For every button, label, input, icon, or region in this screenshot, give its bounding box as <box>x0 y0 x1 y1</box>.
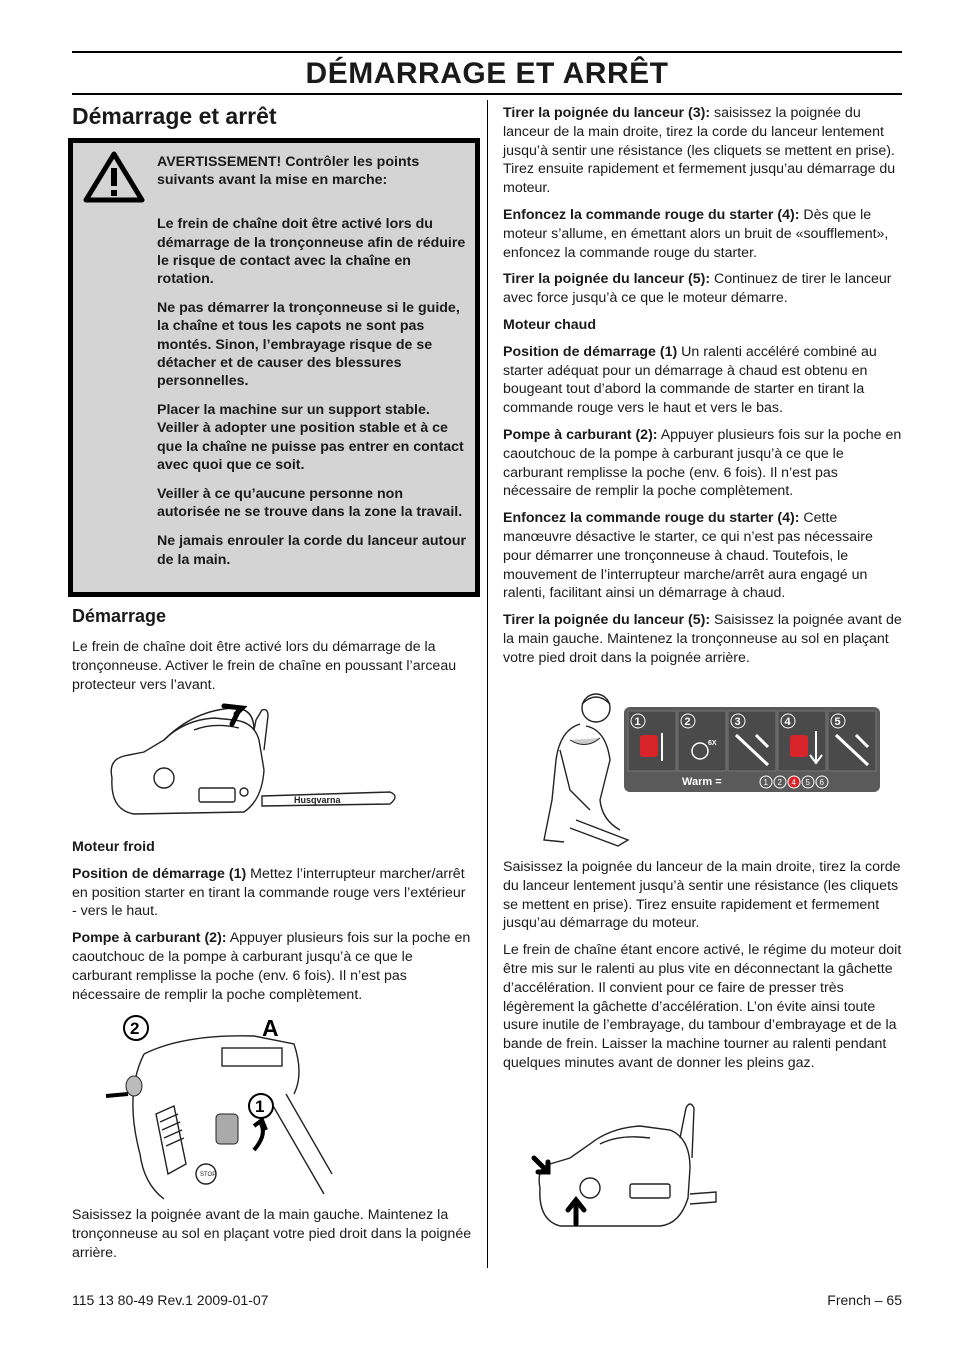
pull-instructions-paragraph: Saisissez la poignée du lanceur de la main droite, tirez la corde du lanceur lentement jusqu’à sentir une résistance (les cliquets se mettent en prise). Tirez ensuite rapidement et fermement jusqu’au démarrage du moteur. <box>503 859 901 932</box>
intro-paragraph: Le frein de chaîne doit être activé lors du démarrage de la tronçonneuse. Activer le frein de chaîne en poussant l’arceau protecteur vers l’avant. <box>72 639 457 693</box>
warning-triangle-icon <box>83 151 145 203</box>
callout-2-label: 2 <box>130 1019 140 1038</box>
up-arrow-icon <box>568 1200 584 1224</box>
choke-red-icon <box>640 735 658 757</box>
choke-push-red-icon <box>790 735 808 757</box>
pull-starter-5: Tirer la poignée du lanceur (5): Continuez de tirer le lanceur avec force jusqu’à ce que le moteur démarre. <box>503 271 892 307</box>
right-lower-text <box>503 858 903 1081</box>
page-title: DÉMARRAGE ET ARRÊT <box>305 57 669 90</box>
stop-label: STOP <box>200 1172 217 1178</box>
warm-start-position: Position de démarrage (1) Un ralenti accéléré combiné au starter adéquat pour un démarrage à chaud est obtenu en bougeant tout d’abord la commande de starter en tirant la commande rouge vers le haut et vers le bas. <box>503 343 877 417</box>
pull-starter-3: Tirer la poignée du lanceur (3): saisissez la poignée du lanceur de la main droite, tirez la corde du lanceur lentement jusqu’à sentir une résistance (les cliquets se mettent en prise). Tirez ensuite rapidement et fermement jusqu’au démarrage du moteur. <box>503 105 896 197</box>
figure-label-a: A <box>262 1015 279 1041</box>
step-5-label: 5 <box>834 716 841 728</box>
warm-seq-2: 2 <box>777 778 782 787</box>
down-arrow-icon <box>534 1158 548 1172</box>
subsection-title: Démarrage <box>72 606 167 626</box>
warm-label: Warm = <box>682 776 722 788</box>
operator-starting-illustration <box>530 690 630 848</box>
warning-item: Ne pas démarrer la tronçonneuse si le guide, la chaîne et tous les capots ne sont pas montés. Sinon, l’embrayage risque de se détacher et de causer des blessures personnelles. <box>157 300 460 390</box>
step-1-label: 1 <box>634 716 641 728</box>
header-rule-top <box>72 51 902 53</box>
choke-knob <box>216 1114 238 1144</box>
document-id: 115 13 80-49 Rev.1 2009-01-07 <box>72 1292 269 1308</box>
warm-pull-starter: Tirer la poignée du lanceur (5): Saisissez la poignée avant de la main gauche. Maintenez la tronçonneuse au sol en plaçant votre pied droit dans la poignée arrière. <box>503 612 902 666</box>
cold-start-position: Position de démarrage (1) Mettez l’interrupteur marcher/arrêt en position starter en tirant la commande rouge vers l’extérieur - vers le haut. <box>72 865 466 920</box>
warning-item: Veiller à ce qu’aucune personne non autorisée ne se trouve dans la zone la travail. <box>157 486 463 521</box>
idle-paragraph: Le frein de chaîne étant encore activé, le régime du moteur doit être mis sur le ralenti au plus vite en déconnectant la gâchette d’accélération. Il convient pour ce faire de presser très légèrement la gâchette d’accélération. L’on évite ainsi toute usure inutile de l’embrayage, du tambour d’embrayage et de la bande de frein. Laisser la machine tourner au ralenti pendant quelques minutes avant de donner les pleins gaz. <box>503 942 902 1071</box>
fuel-pump-bulb <box>126 1076 142 1096</box>
cold-heading: Moteur froid <box>72 839 155 855</box>
step-2-label: 2 <box>684 716 691 728</box>
warm-seq-4: 5 <box>805 778 810 787</box>
starter-controls-illustration <box>104 1014 334 1204</box>
cold-fuel-pump: Pompe à carburant (2): Appuyer plusieurs fois sur la poche en caoutchouc de la pompe à carburant jusqu’à ce que le carburant remplisse la poche (env. 6 fois). Il n’est pas nécessaire de remplir la poche complètement. <box>72 930 471 1003</box>
chainsaw-throttle-illustration <box>530 1098 720 1228</box>
warm-heading: Moteur chaud <box>503 316 597 333</box>
press-choke-4: Enfoncez la commande rouge du starter (4): Dès que le moteur s’allume, en émettant alors un bruit de «soufflement», enfoncez la commande rouge du starter. <box>503 206 889 261</box>
callout-1-label: 1 <box>255 1097 265 1116</box>
warm-fuel-pump: Pompe à carburant (2): Appuyer plusieurs fois sur la poche en caoutchouc de la pompe à carburant jusqu’à ce que le carburant remplisse la poche (env. 6 fois). Il n’est pas nécessaire de remplir la poche complètement. <box>503 426 902 500</box>
warning-text <box>157 153 467 580</box>
warm-seq-5: 6 <box>819 778 824 787</box>
step-4-label: 4 <box>784 716 791 728</box>
warning-item: Le frein de chaîne doit être activé lors du démarrage de la tronçonneuse afin de réduire le risque de contact avec la chaîne en rotation. <box>157 216 466 288</box>
warning-item: Placer la machine sur un support stable. Veiller à adopter une position stable et à ce que la chaîne ne puisse pas entrer en contact avec quoi que ce soit. <box>157 402 464 473</box>
start-steps-panel <box>624 707 880 792</box>
page-number: French – 65 <box>827 1292 902 1308</box>
warm-seq-3: 4 <box>791 778 796 787</box>
pull-arrow-icon <box>254 1120 266 1150</box>
warm-seq-1: 1 <box>763 778 768 787</box>
right-column-text <box>503 104 903 676</box>
press-arrow-icon <box>106 1094 128 1096</box>
warning-item: Ne jamais enrouler la corde du lanceur autour de la main. <box>157 533 467 568</box>
grip-paragraph: Saisissez la poignée avant de la main gauche. Maintenez la tronçonneuse au sol en plaçant votre pied droit dans la poignée arrière. <box>72 1207 472 1261</box>
warning-box <box>68 138 480 597</box>
chainsaw-brake-illustration <box>104 700 404 820</box>
step-3-label: 3 <box>734 716 741 728</box>
warning-intro: AVERTISSEMENT! Contrôler les points suivants avant la mise en marche: <box>157 154 420 189</box>
column-divider <box>487 100 488 1268</box>
step-2-caption: 6X <box>708 740 717 747</box>
chainsaw-brand-label: Husqvarna <box>294 795 341 805</box>
header-rule-bottom <box>72 93 902 95</box>
cold-start-text <box>72 838 472 1012</box>
section-title: Démarrage et arrêt <box>72 103 277 129</box>
warm-press-choke: Enfoncez la commande rouge du starter (4): Cette manœuvre désactive le starter, ce qui n’est pas nécessaire pour démarrer une tronçonneuse à chaud. Toutefois, le mouvement de l’interrupteur marche/arrêt aura engagé un ralenti, facilitant ainsi un démarrage à chaud. <box>503 510 873 602</box>
